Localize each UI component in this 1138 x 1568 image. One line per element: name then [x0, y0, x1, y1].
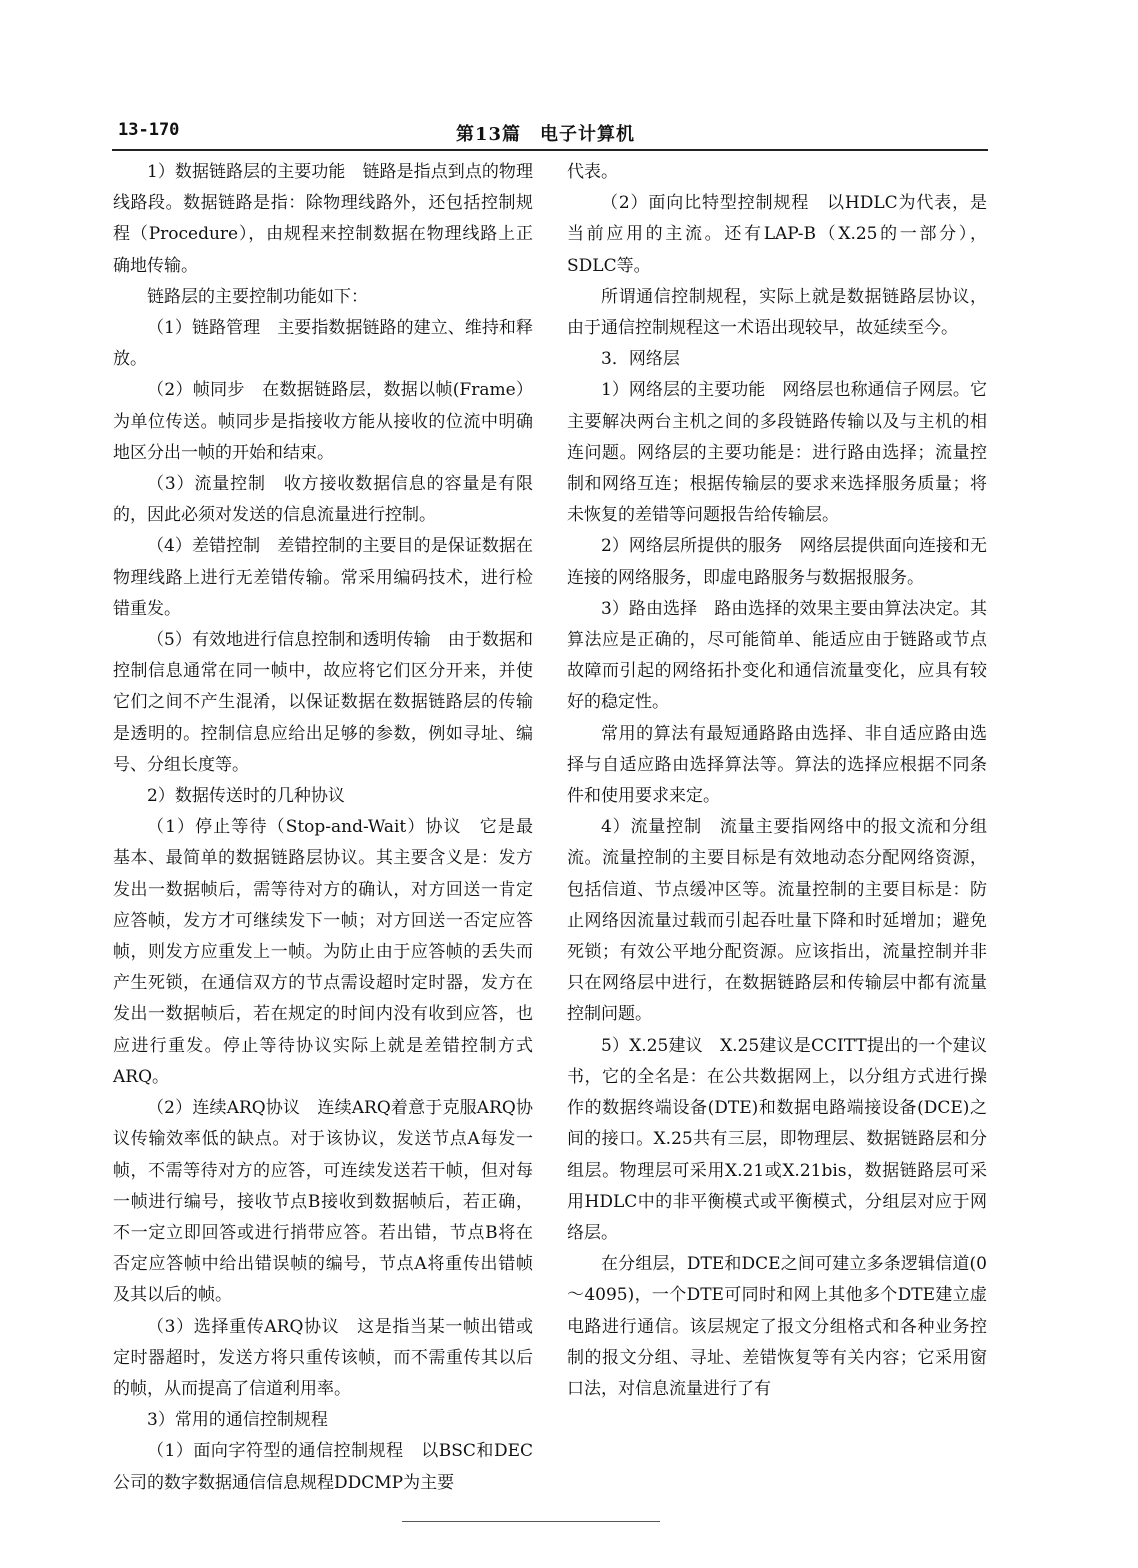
paragraph: 5）X.25建议 X.25建议是CCITT提出的一个建议书，它的全名是：在公共数据网上，以分组方式进行操作的数据终端设备(DTE)和数据电路端接设备(DCE)之间的接口。X.25共有三层，即物理层、数据链路层和分组层。物理层可采用X.21或X.21bis，数据链路层可采用HDLC中的非平衡模式或平衡模式，分组层对应于网络层。: [567, 1035, 987, 1243]
paragraph: （1）停止等待（Stop-and-Wait）协议 它是最基本、最简单的数据链路层协议。其主要含义是：发方发出一数据帧后，需等待对方的确认，对方回送一肯定应答帧，发方才可继续发下一帧；对方回送一否定应答帧，则发方应重发上一帧。为防止由于应答帧的丢失而产生死锁，在通信双方的节点需设超时定时器，发方在发出一数据帧后，若在规定的时间内没有收到应答，也应进行重发。停止等待协议实际上就是差错控制方式ARQ。: [113, 817, 533, 1087]
paragraph: （1）面向字符型的通信控制规程 以BSC和DEC公司的数字数据通信信息规程DDCMP为主要: [113, 1441, 533, 1493]
paragraph: （3）流量控制 收方接收数据信息的容量是有限的，因此必须对发送的信息流量进行控制。: [113, 474, 533, 526]
header-rule: [112, 149, 988, 151]
paragraph: （5）有效地进行信息控制和透明传输 由于数据和控制信息通常在同一帧中，故应将它们区分开来，并使它们之间不产生混淆，以保证数据在数据链路层的传输是透明的。控制信息应给出足够的参数，例如寻址、编号、分组长度等。: [113, 630, 533, 775]
paragraph: 常用的算法有最短通路路由选择、非自适应路由选择与自适应路由选择算法等。算法的选择应根据不同条件和使用要求来定。: [567, 723, 987, 807]
right-column: [567, 157, 987, 1405]
paragraph: 4）流量控制 流量主要指网络中的报文流和分组流。流量控制的主要目标是有效地动态分配网络资源，包括信道、节点缓冲区等。流量控制的主要目标是：防止网络因流量过载而引起吞吐量下降和时延增加；避免死锁；有效公平地分配资源。应该指出，流量控制并非只在网络层中进行，在数据链路层和传输层中都有流量控制问题。: [567, 817, 987, 1025]
section-title: 第13篇 电子计算机: [456, 124, 636, 145]
paragraph: 1）网络层的主要功能 网络层也称通信子网层。它主要解决两台主机之间的多段链路传输以及与主机的相连问题。网络层的主要功能是：进行路由选择；流量控制和网络互连；根据传输层的要求来选择服务质量；将未恢复的差错等问题报告给传输层。: [567, 380, 987, 526]
paragraph: 3）路由选择 路由选择的效果主要由算法决定。其算法应是正确的，尽可能简单、能适应由于链路或节点故障而引起的网络拓扑变化和通信流量变化，应具有较好的稳定性。: [567, 598, 987, 713]
paragraph: （1）链路管理 主要指数据链路的建立、维持和释放。: [113, 318, 533, 370]
paragraph: 1）数据链路层的主要功能 链路是指点到点的物理线路段。数据链路是指：除物理线路外，还包括控制规程（Procedure），由规程来控制数据在物理线路上正确地传输。: [113, 162, 533, 276]
paragraph: 链路层的主要控制功能如下：: [147, 286, 368, 307]
paragraph: 3）常用的通信控制规程: [147, 1410, 328, 1431]
section-heading: 3．网络层: [601, 349, 680, 370]
paragraph: 2）数据传送时的几种协议: [147, 786, 345, 807]
paragraph: 代表。: [567, 162, 618, 182]
paragraph: （2）面向比特型控制规程 以HDLC为代表，是当前应用的主流。还有LAP-B（X.25的一部分），SDLC等。: [567, 193, 987, 276]
left-column: [113, 157, 533, 1499]
footer-rule: [402, 1521, 660, 1522]
paragraph: （3）选择重传ARQ协议 这是指当某一帧出错或定时器超时，发送方将只重传该帧，而不需重传其以后的帧，从而提高了信道利用率。: [113, 1316, 533, 1399]
paragraph: 所谓通信控制规程，实际上就是数据链路层协议，由于通信控制规程这一术语出现较早，故延续至今。: [567, 286, 987, 339]
paragraph: （2）帧同步 在数据链路层，数据以帧(Frame）为单位传送。帧同步是指接收方能从接收的位流中明确地区分出一帧的开始和结束。: [113, 380, 533, 463]
paragraph: 2）网络层所提供的服务 网络层提供面向连接和无连接的网络服务，即虚电路服务与数据报服务。: [567, 536, 987, 588]
page-number: 13-170: [118, 120, 180, 140]
paragraph: （4）差错控制 差错控制的主要目的是保证数据在物理线路上进行无差错传输。常采用编码技术，进行检错重发。: [113, 536, 533, 619]
paragraph: （2）连续ARQ协议 连续ARQ着意于克服ARQ协议传输效率低的缺点。对于该协议，发送节点A每发一帧，不需等待对方的应答，可连续发送若干帧，但对每一帧进行编号，接收节点B接收到数据帧后，若正确，不一定立即回答或进行捎带应答。若出错，节点B将在否定应答帧中给出错误帧的编号，节点A将重传出错帧及其以后的帧。: [113, 1098, 533, 1306]
paragraph: 在分组层，DTE和DCE之间可建立多条逻辑信道(0～4095)，一个DTE可同时和网上其他多个DTE建立虚电路进行通信。该层规定了报文分组格式和各种业务控制的报文分组、寻址、差错恢复等有关内容；它采用窗口法，对信息流量进行了有: [567, 1254, 987, 1399]
